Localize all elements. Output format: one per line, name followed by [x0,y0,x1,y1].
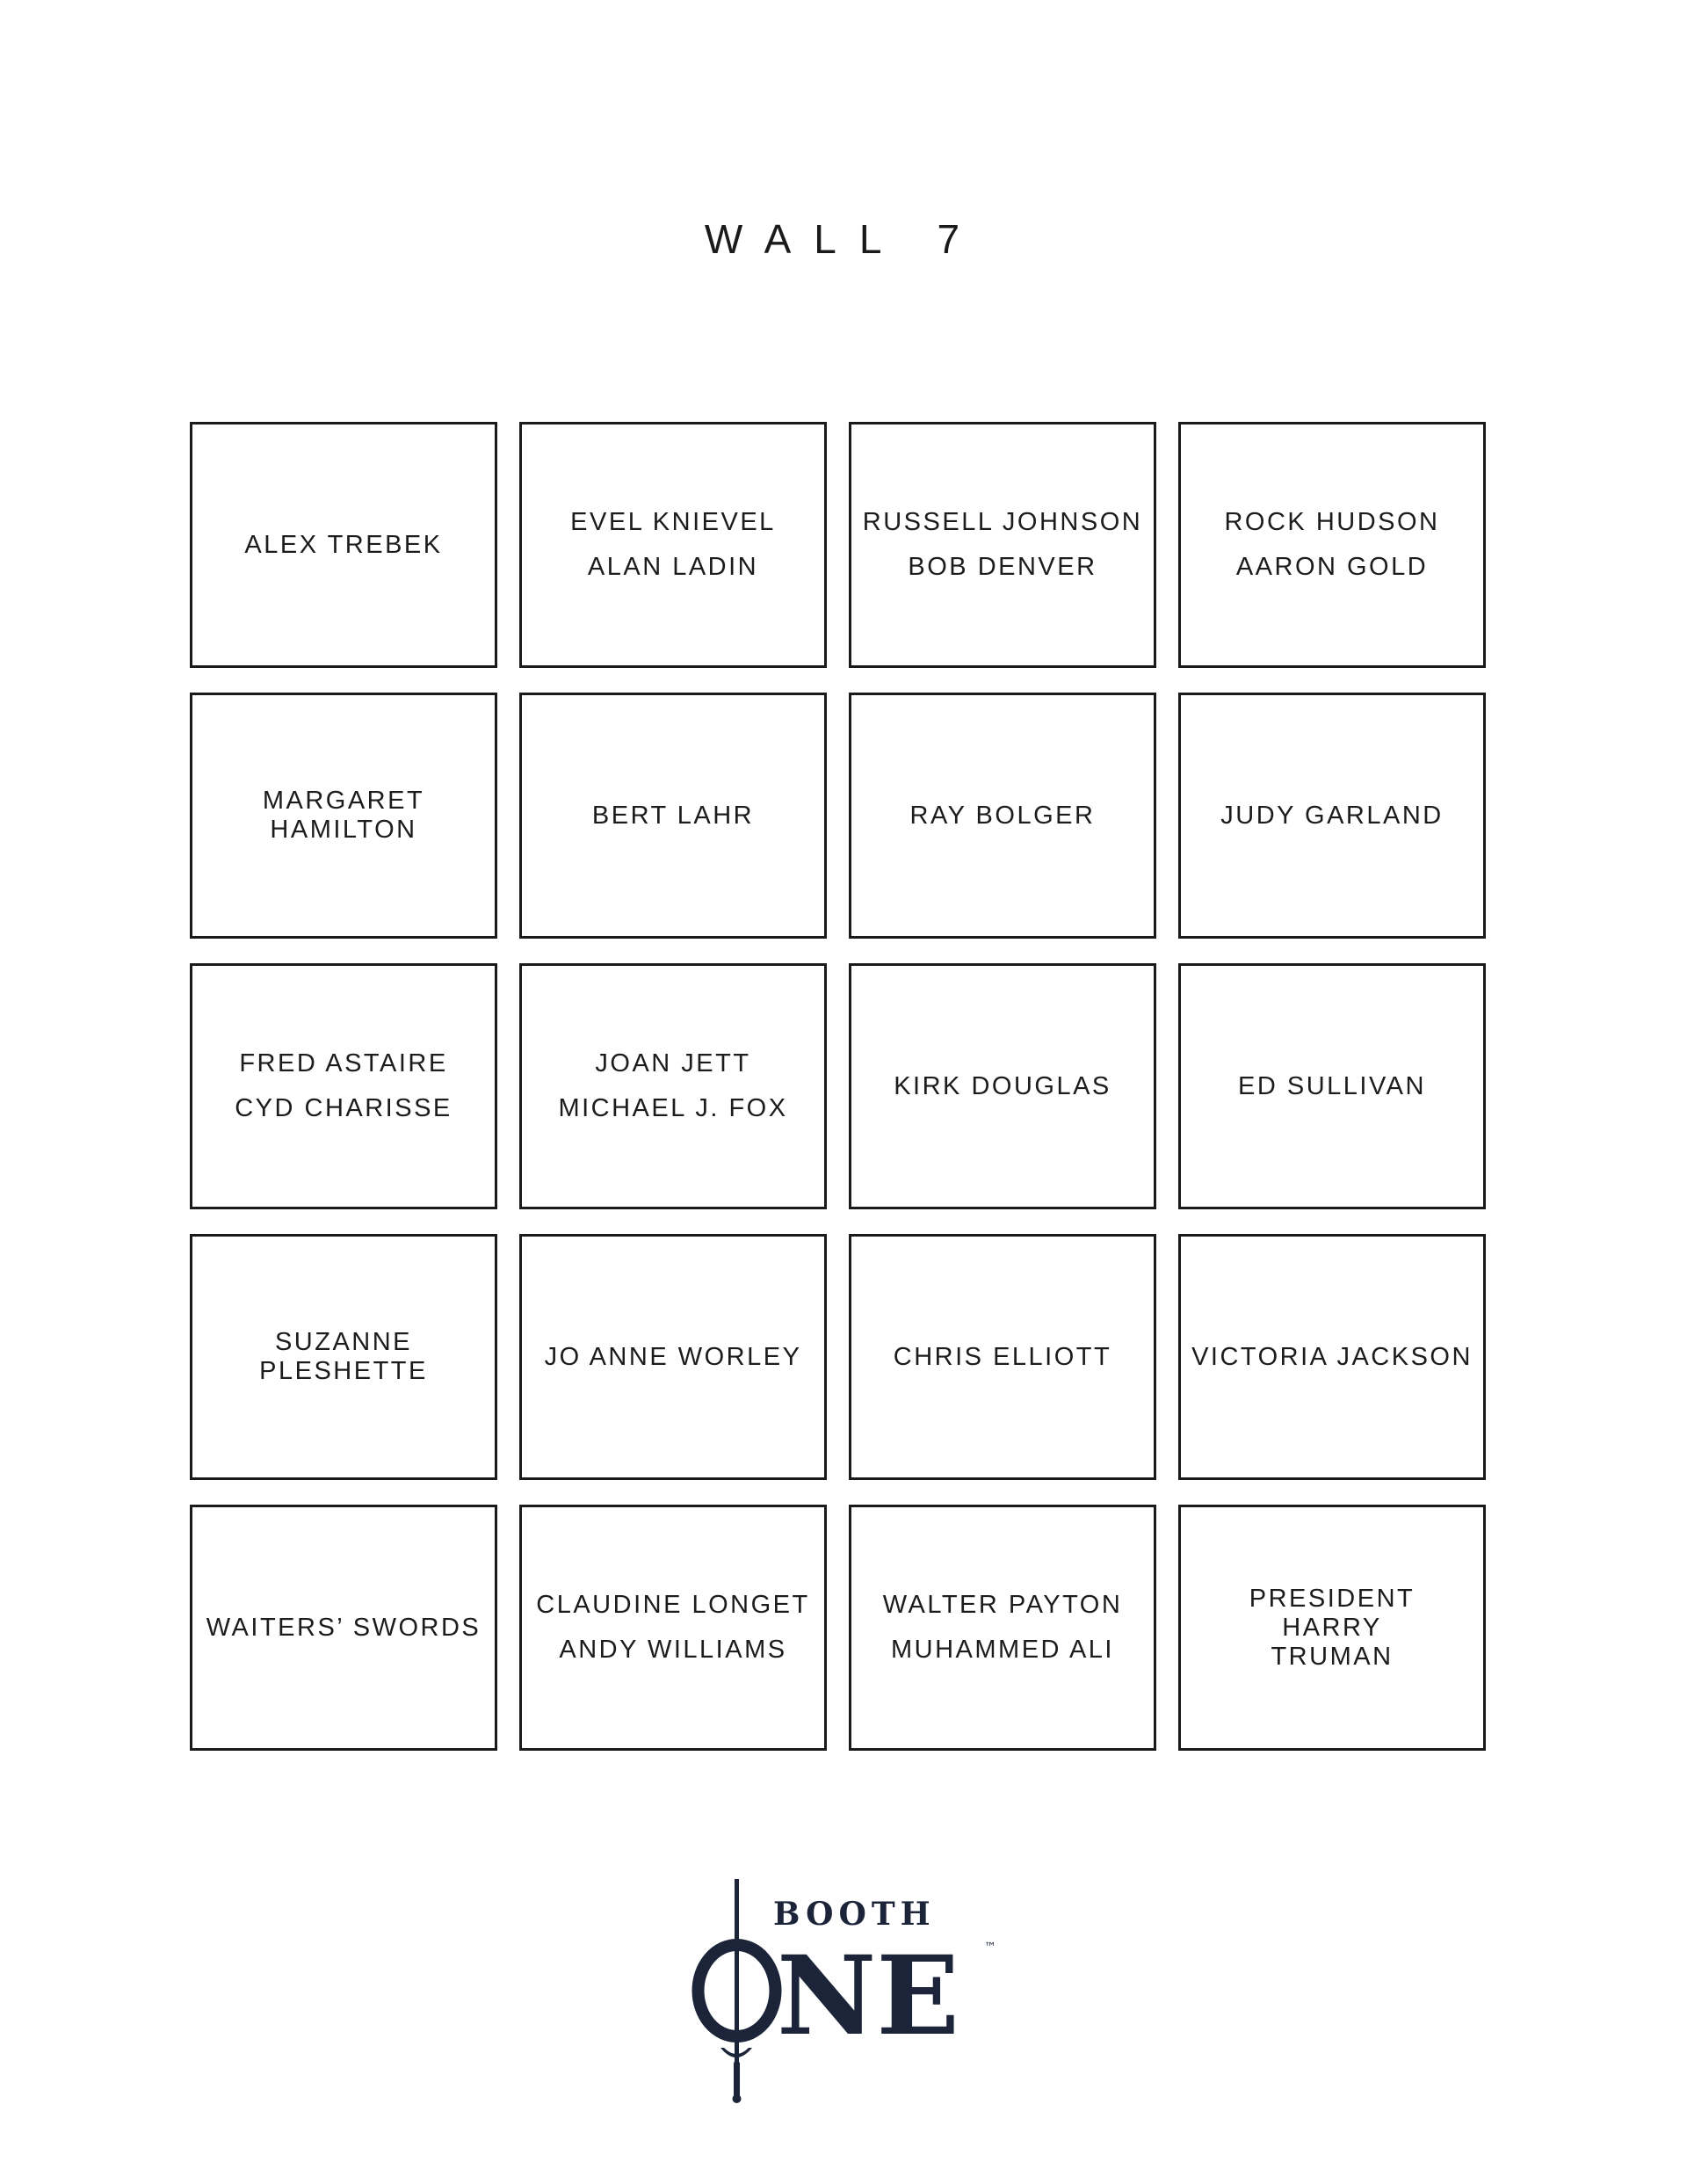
grid-cell [519,1234,827,1480]
cell-name: EVEL KNIEVEL [570,508,776,536]
cell-name: JOAN JETT [595,1049,751,1077]
grid-cell [849,422,1156,668]
grid-cell [190,1234,497,1480]
cell-name: AARON GOLD [1235,553,1429,581]
cell-name: RUSSELL JOHNSON [862,508,1143,536]
sword-pommel-icon [733,2094,742,2103]
grid-cell [519,963,827,1209]
grid-cell [1178,422,1486,668]
grid-cell [1178,693,1486,939]
cell-name: CYD CHARISSE [235,1094,453,1122]
cell-name: ED SULLIVAN [1238,1071,1426,1100]
cell-name: RAY BOLGER [909,801,1096,830]
grid-cell [190,693,497,939]
booth-one-logo-graphic [685,1872,1002,2109]
grid-cell [849,963,1156,1209]
cell-name: ROCK HUDSON [1224,508,1440,536]
sword-grip-icon [734,2061,740,2098]
grid-cell [1178,963,1486,1209]
cell-name: WAITERS’ SWORDS [206,1613,481,1642]
logo-text-booth: BOOTH [773,1896,936,1933]
logo-text-one: NE [777,1933,959,2060]
grid-cell [849,693,1156,939]
cell-name: JO ANNE WORLEY [544,1342,802,1371]
cell-name: WALTER PAYTON [882,1591,1123,1619]
grid-cell [1178,1505,1486,1751]
cell-name: ANDY WILLIAMS [559,1636,787,1664]
cell-name: JUDY GARLAND [1220,801,1444,830]
grid-cell [1178,1234,1486,1480]
cell-name: BERT LAHR [591,801,755,830]
grid-cell [190,963,497,1209]
cell-name: PRESIDENT HARRY TRUMAN [1249,1584,1415,1671]
cell-name: BOB DENVER [908,553,1097,581]
booth-one-logo [685,1872,1002,2109]
name-grid [190,422,1487,1751]
cell-name: MARGARET HAMILTON [262,787,425,844]
cell-name: MICHAEL J. FOX [558,1094,788,1122]
grid-cell [190,1505,497,1751]
cell-name: SUZANNE PLESHETTE [259,1328,428,1385]
grid-cell [849,1505,1156,1751]
grid-cell [519,422,827,668]
cell-name: KIRK DOUGLAS [894,1071,1111,1100]
grid-cell [519,693,827,939]
cell-name: CLAUDINE LONGET [536,1591,810,1619]
cell-name: ALEX TREBEK [244,530,443,559]
grid-cell [849,1234,1156,1480]
cell-name: MUHAMMED ALI [891,1636,1114,1664]
logo-trademark: ™ [984,1941,996,1955]
cell-name: FRED ASTAIRE [239,1049,448,1077]
cell-name: CHRIS ELLIOTT [893,1342,1112,1371]
cell-name: VICTORIA JACKSON [1191,1342,1473,1371]
cell-name: ALAN LADIN [587,553,759,581]
page-title: WALL 7 [704,216,983,262]
grid-cell [190,422,497,668]
grid-cell [519,1505,827,1751]
